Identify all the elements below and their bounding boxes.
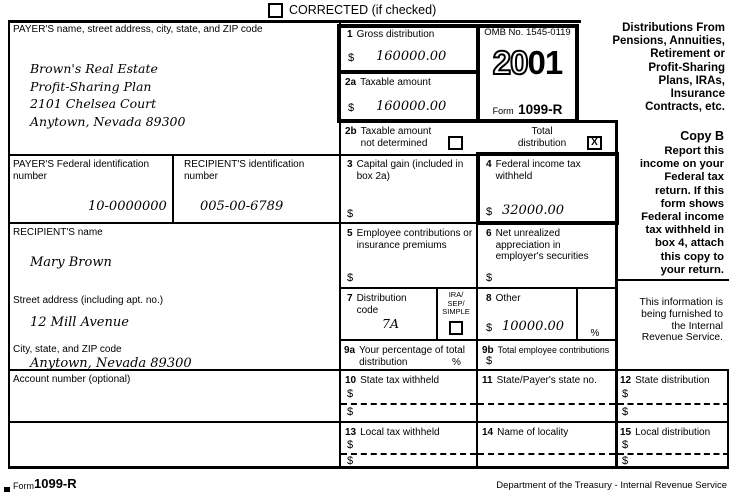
- dashed-divider: [618, 453, 729, 455]
- payer-label: PAYER'S name, street address, city, state, and ZIP code: [13, 24, 263, 35]
- box1-label: Gross distribution: [356, 29, 435, 40]
- grid-line: [339, 287, 618, 289]
- recipient-name-label: RECIPIENT'S name: [13, 227, 103, 238]
- box15-number: 15: [620, 427, 632, 438]
- box1-dollar-sign: $: [348, 52, 355, 64]
- taxable-not-determined-checkbox[interactable]: [448, 136, 463, 150]
- street-label: Street address (including apt. no.): [13, 295, 164, 306]
- form-title: Distributions From Pensions, Annuities, Retirement or Profit-Sharing Plans, IRAs, Insurance Contracts, etc.: [612, 22, 725, 114]
- box11-number: 11: [482, 375, 493, 386]
- box5-number: 5: [347, 228, 353, 239]
- box7-label: Distribution code: [356, 293, 407, 316]
- recipient-id-value: 005-00-6789: [200, 199, 284, 214]
- total-distribution-label: Total distribution: [517, 126, 567, 149]
- box10-number: 10: [345, 375, 357, 386]
- box13-row: [345, 427, 440, 439]
- dashed-divider: [478, 403, 615, 405]
- tax-year-bold: 01: [527, 44, 563, 81]
- box15-dollar-sign-2: $: [622, 455, 629, 467]
- box9b-dollar-sign: $: [486, 355, 493, 367]
- box8-percent-sign: %: [590, 328, 600, 339]
- box10-label: State tax withheld: [360, 375, 440, 386]
- box12-dollar-sign: $: [622, 388, 629, 400]
- box9b-label: Total employee contributions: [497, 345, 610, 355]
- box2b-row: [345, 126, 431, 149]
- corrected-label: CORRECTED (if checked): [289, 3, 437, 17]
- box8-value: 10000.00: [502, 319, 565, 334]
- furnished-note: This information is being furnished to the Internal Revenue Service.: [639, 297, 723, 344]
- grid-line: [172, 154, 174, 224]
- box6-row: [486, 228, 606, 263]
- box1-number: 1: [347, 29, 353, 40]
- box12-dollar-sign-2: $: [622, 406, 629, 418]
- box8-dollar-sign: $: [486, 322, 493, 334]
- recipient-name-value: Mary Brown: [30, 255, 112, 270]
- footer-form-word: Form: [13, 481, 34, 491]
- box9a-label: Your percentage of total distribution: [359, 345, 465, 368]
- corrected-checkbox[interactable]: [268, 3, 283, 18]
- form-number: 1099-R: [518, 102, 563, 117]
- box6-number: 6: [486, 228, 492, 239]
- box2a-value: 160000.00: [376, 99, 447, 114]
- copy-b-instructions: Report this income on your Federal tax return. If this form shows Federal income tax withheld in box 4, attach this copy to your return.: [639, 145, 724, 276]
- box15-label: Local distribution: [635, 427, 711, 438]
- grid-line: [8, 466, 729, 469]
- box8-number: 8: [486, 293, 492, 304]
- footer-form-number: 1099-R: [34, 476, 77, 491]
- city-value: Anytown, Nevada 89300: [30, 356, 192, 371]
- box1-value: 160000.00: [376, 49, 447, 64]
- grid-line: [615, 279, 729, 281]
- box6-dollar-sign: $: [486, 272, 493, 284]
- box8-row: [486, 293, 521, 305]
- street-value: 12 Mill Avenue: [30, 315, 129, 330]
- box10-dollar-sign: $: [347, 388, 354, 400]
- box4-value: 32000.00: [502, 203, 565, 218]
- box3-row: [347, 159, 471, 182]
- account-number-label: Account number (optional): [13, 374, 131, 385]
- total-distribution-checkbox[interactable]: X: [587, 136, 602, 150]
- dashed-divider: [478, 453, 615, 455]
- box2a-number: 2a: [345, 77, 357, 88]
- box12-row: [620, 375, 710, 387]
- box4-number: 4: [486, 159, 492, 170]
- grid-line: [8, 421, 729, 423]
- box10-dollar-sign-2: $: [347, 406, 354, 418]
- box5-label: Employee contributions or insurance premiums: [356, 228, 473, 251]
- box7-number: 7: [347, 293, 353, 304]
- box7-row: [347, 293, 419, 316]
- box5-dollar-sign: $: [347, 272, 354, 284]
- form-word: Form: [492, 106, 514, 116]
- box2a-row: [345, 77, 473, 89]
- box14-label: Name of locality: [497, 427, 569, 438]
- copy-b-title: Copy B: [680, 129, 724, 143]
- box2b-number: 2b: [345, 126, 357, 137]
- box3-dollar-sign: $: [347, 208, 354, 220]
- box15-dollar-sign: $: [622, 439, 629, 451]
- print-registration-mark: [4, 487, 10, 492]
- box11-label: State/Payer's state no.: [496, 375, 597, 386]
- box11-row: [482, 375, 597, 387]
- form-number-block: [476, 101, 579, 119]
- payer-fed-id-value: 10-0000000: [88, 199, 167, 214]
- box12-label: State distribution: [635, 375, 710, 386]
- box13-number: 13: [345, 427, 357, 438]
- box6-label: Net unrealized appreciation in employer's securities: [495, 228, 589, 262]
- box14-row: [482, 427, 568, 439]
- box14-number: 14: [482, 427, 494, 438]
- box9b-number: 9b: [482, 345, 494, 356]
- box4-row: [486, 159, 604, 182]
- payer-address-value: Brown's Real Estate Profit-Sharing Plan 2101 Chelsea Court Anytown, Nevada 89300: [30, 61, 186, 129]
- dashed-divider: [341, 403, 476, 405]
- dashed-divider: [341, 453, 476, 455]
- tax-year-outline: 20: [492, 44, 528, 81]
- box13-dollar-sign-2: $: [347, 455, 354, 467]
- recipient-id-label: RECIPIENT'S identification number: [184, 159, 305, 182]
- box4-dollar-sign: $: [486, 206, 493, 218]
- box3-number: 3: [347, 159, 353, 170]
- ira-sep-simple-label: IRA/ SEP/ SIMPLE: [442, 290, 470, 316]
- box13-dollar-sign: $: [347, 439, 354, 451]
- box9a-number: 9a: [344, 345, 356, 356]
- box8-label: Other: [495, 293, 521, 304]
- box9a-percent-sign: %: [452, 357, 461, 368]
- box15-row: [620, 427, 710, 439]
- city-label: City, state, and ZIP code: [13, 344, 122, 355]
- box7-value: 7A: [382, 316, 399, 331]
- grid-line: [8, 20, 581, 23]
- box10-row: [345, 375, 439, 387]
- box3-label: Capital gain (included in box 2a): [356, 159, 464, 182]
- payer-fed-id-label: PAYER'S Federal identification number: [13, 159, 150, 182]
- dashed-divider: [618, 403, 729, 405]
- tax-year: [476, 46, 579, 79]
- omb-number: OMB No. 1545-0119: [484, 27, 571, 38]
- box2a-label: Taxable amount: [360, 77, 431, 88]
- box2a-dollar-sign: $: [348, 102, 355, 114]
- box1-row: [347, 29, 473, 41]
- box5-row: [347, 228, 475, 251]
- box2b-label: Taxable amount not determined: [360, 126, 432, 149]
- grid-line: [8, 20, 10, 469]
- ira-sep-simple-checkbox[interactable]: [449, 321, 463, 335]
- box9b-row: [482, 345, 609, 357]
- department-note: Department of the Treasury - Internal Revenue Service: [496, 480, 727, 491]
- box13-label: Local tax withheld: [360, 427, 440, 438]
- box12-number: 12: [620, 375, 632, 386]
- box4-label: Federal income tax withheld: [495, 159, 581, 182]
